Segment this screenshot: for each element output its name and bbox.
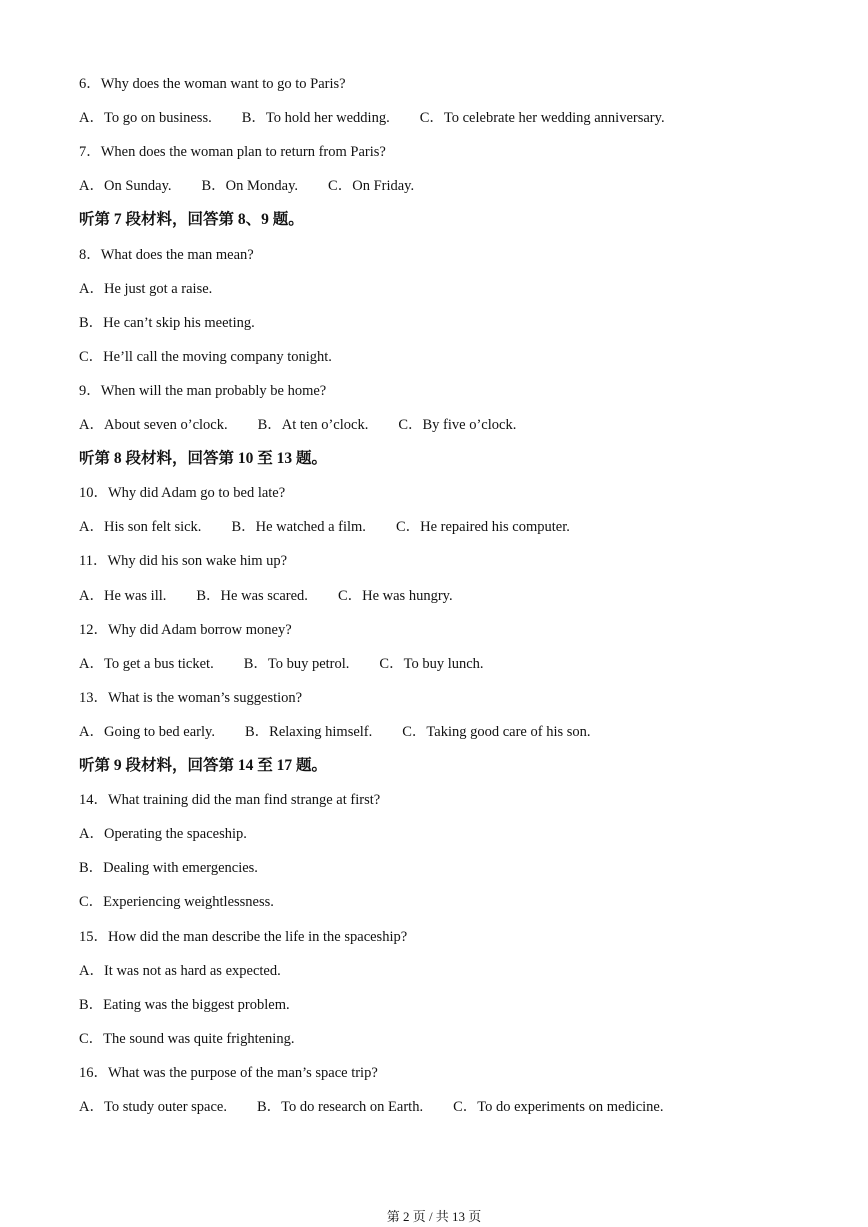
options-row (79, 1097, 663, 1117)
option-b: B．On Monday. (201, 178, 299, 194)
section-heading: 听第 7 段材料，回答第 8、9 题。 (79, 211, 304, 228)
question-line: 10．Why did Adam go to bed late? (79, 485, 286, 501)
option-b: B．To buy petrol. (243, 656, 350, 672)
option-c: C．By five o’clock. (398, 417, 517, 433)
question-line: C．Experiencing weightlessness. (79, 894, 274, 910)
option-c: C．To celebrate her wedding anniversary. (419, 110, 665, 126)
option-c: C．To buy lunch. (379, 656, 484, 672)
option-c: C．To do experiments on medicine. (453, 1099, 664, 1115)
section-heading: 听第 9 段材料，回答第 14 至 17 题。 (79, 757, 328, 774)
option-a: A．To go on business. (79, 110, 212, 126)
question-line: 6．Why does the woman want to go to Paris? (79, 76, 346, 92)
question-line: A．Operating the spaceship. (79, 826, 247, 842)
question-line: B．He can’t skip his meeting. (79, 315, 255, 331)
option-a: A．He was ill. (79, 588, 167, 604)
options-row (79, 415, 516, 435)
option-b: B．He watched a film. (231, 519, 366, 535)
options-row (79, 517, 570, 537)
option-a: A．To get a bus ticket. (79, 656, 214, 672)
options-row (79, 722, 591, 742)
options-row (79, 654, 484, 674)
section-heading: 听第 8 段材料，回答第 10 至 13 题。 (79, 450, 328, 467)
page-footer: 第 2 页 / 共 13 页 (386, 1209, 482, 1224)
option-c: C．He was hungry. (337, 588, 453, 604)
options-row (79, 176, 414, 196)
option-b: B．At ten o’clock. (257, 417, 369, 433)
question-line: 9．When will the man probably be home? (79, 383, 327, 399)
question-line: 8．What does the man mean? (79, 247, 254, 263)
option-a: A．His son felt sick. (79, 519, 202, 535)
option-a: A．About seven o’clock. (79, 417, 228, 433)
option-c: C．He repaired his computer. (395, 519, 570, 535)
option-c: C．Taking good care of his son. (402, 724, 591, 740)
question-line: B．Eating was the biggest problem. (79, 997, 290, 1013)
option-b: B．To do research on Earth. (256, 1099, 424, 1115)
option-a: A．To study outer space. (79, 1099, 227, 1115)
question-line: 13．What is the woman’s suggestion? (79, 690, 303, 706)
question-line: C．He’ll call the moving company tonight. (79, 349, 332, 365)
question-line: 14．What training did the man find strange at first? (79, 792, 381, 808)
question-line: 7．When does the woman plan to return from Paris? (79, 144, 386, 160)
question-line: B．Dealing with emergencies. (79, 860, 258, 876)
option-c: C．On Friday. (328, 178, 415, 194)
question-line: 12．Why did Adam borrow money? (79, 622, 292, 638)
question-line: 15．How did the man describe the life in the spaceship? (79, 929, 408, 945)
options-row (79, 108, 665, 128)
question-line: C．The sound was quite frightening. (79, 1031, 295, 1047)
question-line: A．He just got a raise. (79, 281, 213, 297)
option-b: B．To hold her wedding. (241, 110, 390, 126)
option-b: B．He was scared. (196, 588, 308, 604)
option-b: B．Relaxing himself. (244, 724, 373, 740)
option-a: A．On Sunday. (79, 178, 172, 194)
option-a: A．Going to bed early. (79, 724, 215, 740)
question-line: A．It was not as hard as expected. (79, 963, 281, 979)
question-line: 16．What was the purpose of the man’s space trip? (79, 1065, 378, 1081)
options-row (79, 586, 453, 606)
question-line: 11．Why did his son wake him up? (79, 553, 288, 569)
